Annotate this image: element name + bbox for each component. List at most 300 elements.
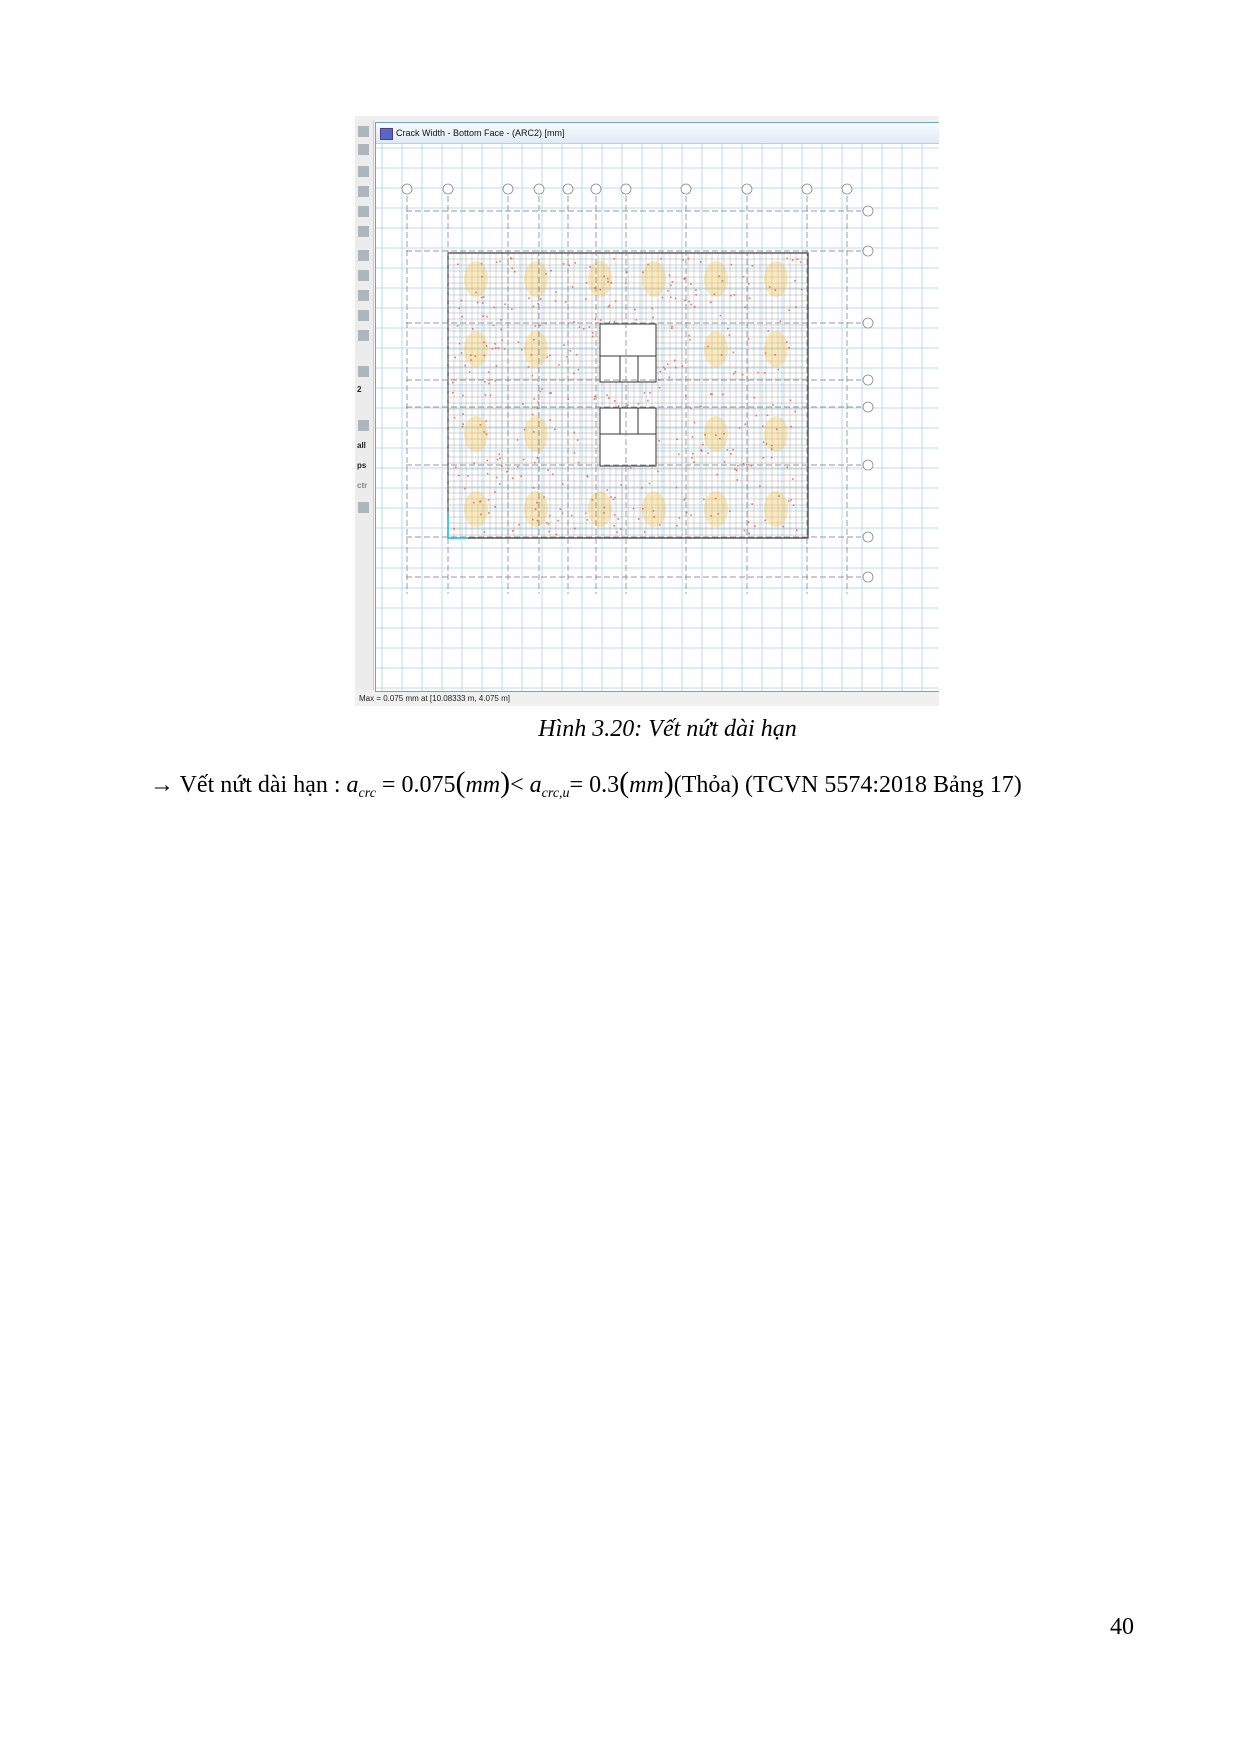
crack-mark [524,429,526,431]
axis-bubble [681,184,691,194]
crack-mark [780,320,782,322]
crack-mark [511,258,513,260]
crack-mark [464,365,466,367]
crack-mark [778,495,780,497]
crack-mark [694,422,696,424]
crack-mark [488,512,490,514]
crack-mark [506,471,508,473]
axis-bubble [402,184,412,194]
crack-mark [690,514,692,516]
crack-mark [611,282,613,284]
crack-mark [783,526,785,528]
line-tool-icon[interactable] [358,250,369,261]
crack-mark [533,487,535,489]
crack-mark [739,427,741,429]
crack-mark [800,261,802,263]
crack-hotspot [524,416,548,452]
crack-mark [555,300,557,302]
crack-mark [462,423,464,425]
crack-mark [744,530,746,532]
crack-mark [766,443,768,445]
crack-mark [499,483,501,485]
value-actual: = 0.075 [375,772,456,798]
crack-mark [543,496,545,498]
crack-mark [752,265,754,267]
crack-mark [545,273,547,275]
target-icon[interactable] [358,366,369,377]
crack-mark [469,371,471,373]
crack-mark [595,319,597,321]
crack-mark [569,350,571,352]
crack-mark [653,516,655,518]
crack-mark [490,395,492,397]
axis-bubble [742,184,752,194]
crack-mark [756,415,758,417]
crack-hotspot [764,261,788,297]
crack-mark [667,363,669,365]
opening-core [600,324,656,382]
crack-mark [496,261,498,263]
crack-mark [748,521,750,523]
diagonal-tool-icon[interactable] [358,270,369,281]
crack-mark [594,287,596,289]
axis-bubble [443,184,453,194]
crack-mark [485,420,487,422]
result-paragraph [150,764,1130,815]
crack-mark [488,371,490,373]
page-number: 40 [1110,1614,1134,1640]
crack-mark [484,431,486,433]
crack-mark [562,513,564,515]
crack-mark [473,502,475,504]
crack-mark [675,367,677,369]
crack-mark [566,356,568,358]
less-than: < [510,772,530,798]
toolbar-label-all[interactable]: all [357,441,366,450]
crack-mark [716,474,718,476]
crack-mark [614,321,616,323]
crack-mark [692,453,694,455]
crack-mark [454,417,456,419]
crack-mark [499,261,501,263]
axis-bubble [863,572,873,582]
crack-mark [788,500,790,502]
crack-mark [644,531,646,533]
crack-mark [548,531,550,533]
crack-mark [764,520,766,522]
crack-mark [792,478,794,480]
crack-mark [606,394,608,396]
crack-mark [748,533,750,535]
layer-icon[interactable] [358,206,369,217]
crack-mark [748,338,750,340]
crack-mark [574,528,576,530]
crack-mark [568,265,570,267]
crack-mark [558,364,560,366]
crack-mark [736,470,738,472]
crack-mark [794,411,796,413]
crack-mark [689,339,691,341]
crack-mark [587,475,589,477]
window-titlebar [376,123,939,144]
crack-mark [676,525,678,527]
crack-mark [492,348,494,350]
crack-mark [742,374,744,376]
crack-mark [671,326,673,328]
crack-mark [796,529,798,531]
crack-mark [549,515,551,517]
crack-mark [550,270,552,272]
crack-mark [495,347,497,349]
crack-mark [659,524,661,526]
crack-mark [461,316,463,318]
crack-hotspot [642,261,666,297]
crack-mark [734,468,736,470]
crack-mark [737,465,739,467]
crack-mark [638,403,640,405]
crack-mark [532,414,534,416]
crack-mark [589,266,591,268]
axis-bubble [503,184,513,194]
crack-mark [722,394,724,396]
crack-mark [703,499,705,501]
area-tool-icon[interactable] [358,166,369,177]
crack-mark [475,356,477,358]
crack-mark [774,289,776,291]
crack-mark [620,528,622,530]
crack-mark [767,330,769,332]
crack-mark [700,449,702,451]
crack-mark [778,369,780,371]
pan-icon[interactable] [358,144,369,155]
crack-mark [467,475,469,477]
rectangle-tool-icon[interactable] [358,186,369,197]
axis-bubble [863,402,873,412]
crack-mark [729,334,731,336]
crack-mark [788,309,790,311]
crack-mark [546,522,548,524]
crack-mark [794,280,796,282]
crack-mark [733,352,735,354]
crack-mark [743,463,745,465]
crack-mark [788,347,790,349]
crack-mark [600,289,602,291]
left-toolbar [355,120,374,690]
crack-mark [682,365,684,367]
crack-mark [790,400,792,402]
crack-mark [457,325,459,327]
crack-mark [614,400,616,402]
crack-mark [786,258,788,260]
crack-mark [592,499,594,501]
crack-mark [481,297,483,299]
crack-mark [746,464,748,466]
crack-mark [664,368,666,370]
crack-mark [493,307,495,309]
crack-mark [518,524,520,526]
crack-mark [693,461,695,463]
crack-mark [573,373,575,375]
pointer-icon[interactable] [358,126,369,137]
crack-mark [676,487,678,489]
crack-mark [657,471,659,473]
crack-mark [576,354,578,356]
crack-hotspot [704,261,728,297]
crack-mark [759,485,761,487]
crack-mark [470,359,472,361]
crack-mark [479,501,481,503]
crack-mark [533,306,535,308]
crack-mark [514,271,516,273]
crack-mark [494,506,496,508]
crack-mark [563,263,565,265]
crack-mark [496,477,498,479]
crack-mark [688,335,690,337]
crack-mark [535,325,537,327]
crack-mark [719,275,721,277]
crack-mark [757,372,759,374]
crack-mark [541,388,543,390]
crack-mark [695,294,697,296]
crack-mark [797,258,799,260]
crack-mark [649,483,651,485]
toolbar-label-2[interactable]: 2 [357,385,362,394]
crack-mark [676,438,678,440]
crack-mark [539,325,541,327]
plot-canvas [376,144,939,691]
opening-core [600,408,656,466]
crack-mark [710,393,712,395]
crack-mark [793,504,795,506]
crack-formula: $a_{crc} = 0.075(mm)< a_{crc,u}= 0.3(mm)$ [346,766,674,801]
crack-mark [589,326,591,328]
crack-mark [586,282,588,284]
crack-mark [548,523,550,525]
crack-mark [724,461,726,463]
crack-mark [707,452,709,454]
crack-mark [484,381,486,383]
crack-mark [722,280,724,282]
crack-mark [608,306,610,308]
crack-mark [512,477,514,479]
crack-mark [659,371,661,373]
crack-hotspot [588,491,612,527]
crack-mark [651,308,653,310]
arrow-symbol: → [150,772,174,798]
crack-mark [690,283,692,285]
crack-mark [501,339,503,341]
crack-mark [537,520,539,522]
crack-mark [583,328,585,330]
crack-mark [603,276,605,278]
axis-bubble [863,206,873,216]
crack-mark [461,352,463,354]
crack-mark [533,339,535,341]
crack-mark [795,306,797,308]
crack-mark [765,352,767,354]
crack-mark [532,375,534,377]
crack-mark [495,380,497,382]
crack-mark [727,449,729,451]
crack-mark [663,367,665,369]
crack-mark [792,259,794,261]
crack-mark [620,484,622,486]
crack-mark [546,357,548,359]
crack-mark [523,459,525,461]
crack-mark [486,316,488,318]
section-icon[interactable] [358,330,369,341]
crack-mark [717,513,719,515]
crack-mark [531,354,533,356]
crack-mark [720,315,722,317]
crack-mark [577,439,579,441]
crack-mark [517,439,519,441]
toolbar-label-ctr[interactable]: ctr [357,481,368,490]
crack-mark [786,466,788,468]
snap-icon[interactable] [358,420,369,431]
crack-mark [659,387,661,389]
crack-mark [453,528,455,530]
crack-width-figure [355,116,939,706]
crack-mark [592,336,594,338]
crack-mark [578,369,580,371]
crack-mark [556,534,558,536]
crack-mark [610,496,612,498]
crack-hotspot [464,416,488,452]
crack-mark [674,360,676,362]
crack-mark [606,489,608,491]
axis-bubble [563,184,573,194]
crack-mark [616,531,618,533]
crack-mark [552,473,554,475]
window-grid-icon [380,128,393,140]
crack-mark [464,488,466,490]
crack-mark [522,403,524,405]
shell-icon[interactable] [358,226,369,237]
crack-mark [691,457,693,459]
crack-mark [641,487,643,489]
crack-mark [585,513,587,515]
close-view-icon[interactable] [358,502,369,513]
status-bar: Max = 0.075 mm at [10.08333 m, 4.075 m] [359,694,510,703]
crack-mark [486,460,488,462]
crack-mark [715,434,717,436]
paragraph-intro: Vết nứt dài hạn : [179,772,341,798]
toolbar-label-ps[interactable]: ps [357,461,367,470]
grid-tool-icon[interactable] [358,290,369,301]
axis-bubble [863,375,873,385]
crack-mark [735,371,737,373]
crack-mark [608,397,610,399]
crack-mark [764,372,766,374]
crack-mark [536,457,538,459]
value-limit: = 0.3 [569,772,620,798]
crack-mark [774,354,776,356]
dimension-icon[interactable] [358,310,369,321]
crack-mark [573,321,575,323]
crack-mark [669,377,671,379]
axis-bubble [863,318,873,328]
crack-mark [710,301,712,303]
crack-mark [647,264,649,266]
crack-mark [669,274,671,276]
crack-hotspot [704,331,728,367]
figure-caption: Hình 3.20: Vết nứt dài hạn [538,716,797,742]
crack-mark [600,319,602,321]
crack-mark [744,423,746,425]
crack-mark [555,291,557,293]
crack-mark [630,467,632,469]
crack-mark [511,309,513,311]
crack-mark [614,514,616,516]
crack-mark [533,431,535,433]
crack-mark [500,329,502,331]
crack-mark [704,434,706,436]
crack-mark [688,258,690,260]
crack-hotspot [764,491,788,527]
crack-mark [472,328,474,330]
crack-mark [485,394,487,396]
crack-mark [454,357,456,359]
crack-mark [504,303,506,305]
crack-mark [649,392,651,394]
crack-mark [459,343,461,345]
crack-mark [636,319,638,321]
crack-mark [749,297,751,299]
crack-mark [731,264,733,266]
axis-bubble [621,184,631,194]
unit-actual: mm [465,772,501,798]
crack-mark [613,258,615,260]
crack-mark [660,258,662,260]
crack-mark [452,382,454,384]
crack-mark [483,342,485,344]
crack-mark [603,507,605,509]
crack-mark [791,426,793,428]
crack-mark [528,297,530,299]
crack-mark [743,276,745,278]
axis-bubble [863,460,873,470]
crack-mark [633,508,635,510]
crack-mark [498,453,500,455]
crack-mark [497,459,499,461]
var-a: a [346,772,359,798]
crack-mark [565,301,567,303]
crack-mark [748,283,750,285]
crack-mark [700,406,702,408]
unit-limit: mm [629,772,664,798]
crack-hotspot [764,331,788,367]
crack-mark [587,519,589,521]
crack-mark [483,296,485,298]
axis-bubble [842,184,852,194]
crack-mark [486,345,488,347]
crack-mark [638,518,640,520]
crack-mark [594,396,596,398]
crack-mark [458,475,460,477]
crack-mark [682,259,684,261]
crack-mark [675,298,677,300]
crack-mark [496,365,498,367]
crack-mark [690,408,692,410]
plot-window [375,122,939,692]
crack-mark [482,302,484,304]
crack-mark [771,448,773,450]
crack-mark [772,404,774,406]
crack-mark [678,453,680,455]
crack-mark [462,413,464,415]
crack-mark [462,426,464,428]
